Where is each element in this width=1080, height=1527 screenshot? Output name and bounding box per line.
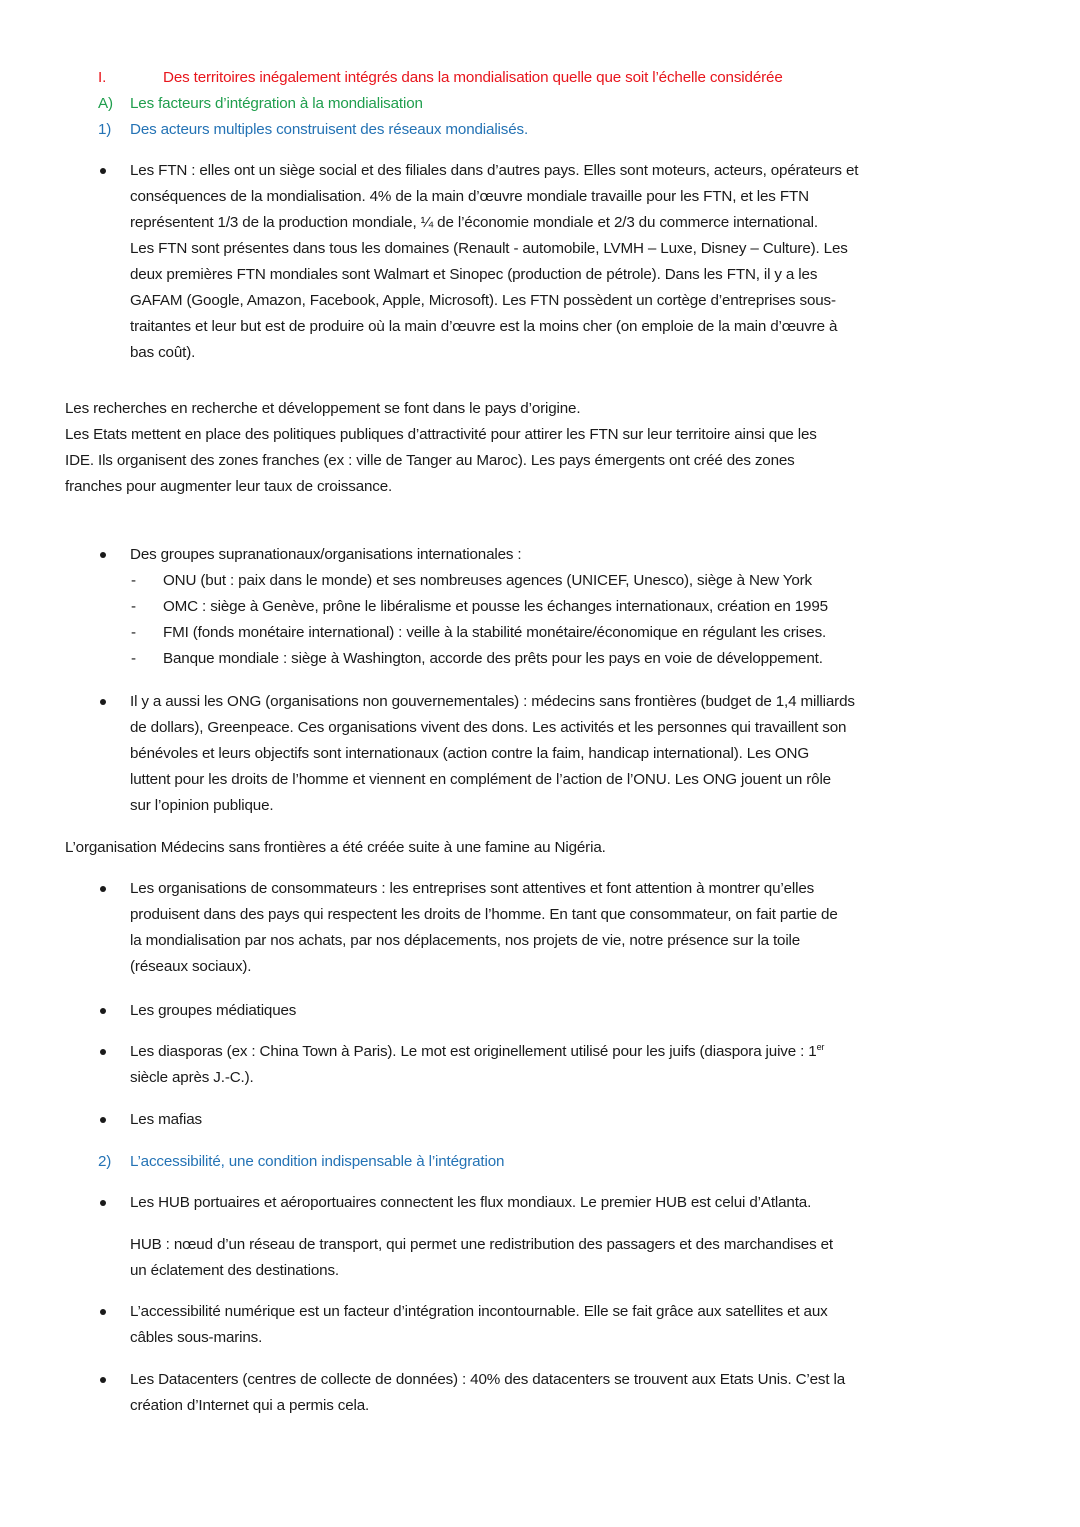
heading-level-1: [98, 65, 783, 91]
heading-text: L’accessibilité, une condition indispensable à l’intégration: [130, 1153, 505, 1170]
bullet-icon: [100, 552, 106, 558]
bullet-icon: [100, 1008, 106, 1014]
heading-text: Des territoires inégalement intégrés dans la mondialisation quelle que soit l’échelle considérée: [163, 69, 783, 86]
text-line: création d’Internet qui a permis cela.: [130, 1397, 370, 1414]
text-line: Les groupes médiatiques: [130, 1002, 297, 1019]
bullet-icon: [100, 886, 106, 892]
paragraph-msf: L’organisation Médecins sans frontières a été créée suite à une famine au Nigéria.: [65, 839, 606, 856]
text-line: traitantes et leur but est de produire où la main d’œuvre est la moins cher (on emploie de la main d’œuvre à: [130, 318, 838, 335]
text-line: Il y a aussi les ONG (organisations non gouvernementales) : médecins sans frontières (budget de 1,4 milliards: [130, 693, 855, 710]
text-line: représentent 1/3 de la production mondiale, ¼ de l’économie mondiale et 2/3 du commerce international.: [130, 214, 818, 231]
bullet-icon: [100, 1117, 106, 1123]
text-line: bas coût).: [130, 344, 196, 361]
definition-line: HUB : nœud d’un réseau de transport, qui permet une redistribution des passagers et des marchandises et: [130, 1236, 833, 1253]
text-line: de dollars), Greenpeace. Ces organisations vivent des dons. Les activités et les personnes qui travaillent son: [130, 719, 847, 736]
bullet-icon: [100, 699, 106, 705]
text-line: siècle après J.-C.).: [130, 1069, 254, 1086]
text-line: produisent dans des pays qui respectent les droits de l’homme. En tant que consommateur, on fait partie de: [130, 906, 838, 923]
text-line: Les FTN sont présentes dans tous les domaines (Renault - automobile, LVMH – Luxe, Disney – Culture). Les: [130, 240, 848, 257]
superscript: er: [816, 1041, 825, 1052]
text-line: [130, 1039, 824, 1065]
text-line: GAFAM (Google, Amazon, Facebook, Apple, Microsoft). Les FTN possèdent un cortège d’entreprises sous-: [130, 292, 836, 309]
text-line: Les mafias: [130, 1111, 202, 1128]
bullet-icon: [100, 1377, 106, 1383]
heading-level-2: [98, 91, 423, 117]
heading-number: I.: [98, 69, 107, 86]
sub-list-item: FMI (fonds monétaire international) : veille à la stabilité monétaire/économique en régulant les crises.: [163, 624, 827, 641]
dash-icon: -: [131, 598, 136, 615]
text-line: (réseaux sociaux).: [130, 958, 252, 975]
heading-number: 2): [98, 1153, 112, 1170]
text-line: franches pour augmenter leur taux de croissance.: [65, 478, 393, 495]
heading-text: Des acteurs multiples construisent des réseaux mondialisés.: [130, 121, 529, 138]
sub-list-item: ONU (but : paix dans le monde) et ses nombreuses agences (UNICEF, Unesco), siège à New York: [163, 572, 812, 589]
text-line: bénévoles et leurs objectifs sont internationaux (action contre la faim, handicap international). Les ONG: [130, 745, 810, 762]
text-line: luttent pour les droits de l’homme et viennent en complément de l’action de l’ONU. Les ONG jouent un rôle: [130, 771, 831, 788]
bullet-icon: [100, 168, 106, 174]
heading-level-3: [98, 117, 528, 143]
heading-level-3: [98, 1149, 504, 1175]
text-line: Les Etats mettent en place des politiques publiques d’attractivité pour attirer les FTN sur leur territoire ainsi que les: [65, 426, 817, 443]
bullet-icon: [100, 1049, 106, 1055]
dash-icon: -: [131, 572, 136, 589]
sub-list-item: Banque mondiale : siège à Washington, accorde des prêts pour les pays en voie de développement.: [163, 650, 823, 667]
text-span: Les diasporas (ex : China Town à Paris). Le mot est originellement utilisé pour les juifs (diaspora juive : 1: [130, 1043, 817, 1060]
text-line: Les Datacenters (centres de collecte de données) : 40% des datacenters se trouvent aux Etats Unis. C’est la: [130, 1371, 846, 1388]
sub-list-item: OMC : siège à Genève, prône le libéralisme et pousse les échanges internationaux, création en 1995: [163, 598, 828, 615]
text-line: IDE. Ils organisent des zones franches (ex : ville de Tanger au Maroc). Les pays émergents ont créé des zones: [65, 452, 795, 469]
text-line: Les organisations de consommateurs : les entreprises sont attentives et font attention à montrer qu’elles: [130, 880, 815, 897]
text-line: Les HUB portuaires et aéroportuaires connectent les flux mondiaux. Le premier HUB est celui d’Atlanta.: [130, 1194, 812, 1211]
text-line: Les FTN : elles ont un siège social et des filiales dans d’autres pays. Elles sont moteurs, acteurs, opérateurs et: [130, 162, 859, 179]
heading-number: 1): [98, 121, 112, 138]
text-line: Des groupes supranationaux/organisations internationales :: [130, 546, 522, 563]
dash-icon: -: [131, 624, 136, 641]
dash-icon: -: [131, 650, 136, 667]
definition-line: un éclatement des destinations.: [130, 1262, 339, 1279]
bullet-icon: [100, 1200, 106, 1206]
heading-text: Les facteurs d’intégration à la mondialisation: [130, 95, 423, 112]
text-line: conséquences de la mondialisation. 4% de la main d’œuvre mondiale travaille pour les FTN, et les FTN: [130, 188, 809, 205]
bullet-icon: [100, 1309, 106, 1315]
text-line: Les recherches en recherche et développement se font dans le pays d’origine.: [65, 400, 581, 417]
heading-number: A): [98, 95, 113, 112]
text-line: câbles sous-marins.: [130, 1329, 263, 1346]
text-line: la mondialisation par nos achats, par nos déplacements, nos projets de vie, notre présence sur la toile: [130, 932, 801, 949]
text-line: L’accessibilité numérique est un facteur d’intégration incontournable. Elle se fait grâce aux satellites et aux: [130, 1303, 828, 1320]
text-line: sur l’opinion publique.: [130, 797, 274, 814]
text-line: deux premières FTN mondiales sont Walmart et Sinopec (production de pétrole). Dans les FTN, il y a les: [130, 266, 818, 283]
